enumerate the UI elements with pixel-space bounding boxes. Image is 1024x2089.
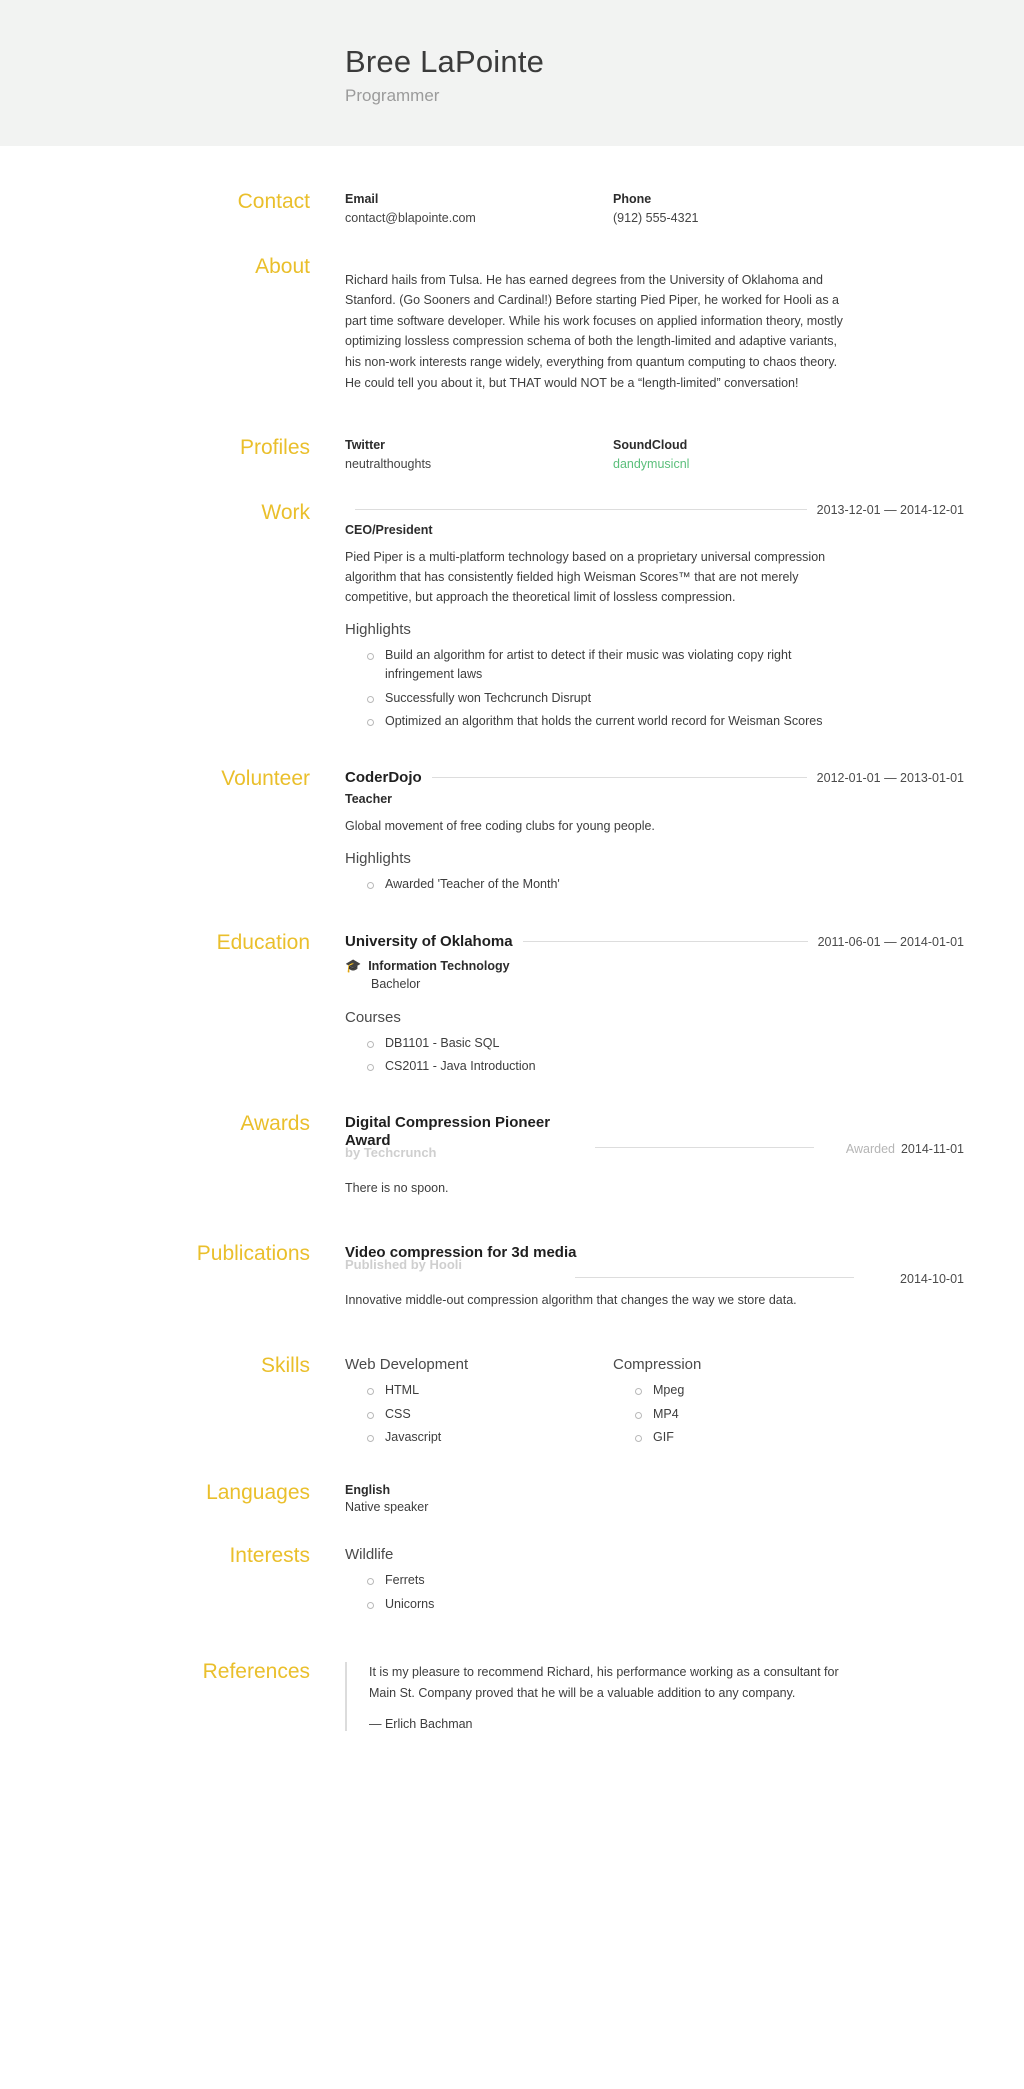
volunteer-body [345, 765, 964, 900]
volunteer-highlights-list [345, 875, 964, 894]
publication-name: Video compression for 3d media [345, 1243, 577, 1261]
section-title-publications: Publications [196, 1241, 310, 1265]
interest-keyword-list [345, 1571, 964, 1614]
section-title-references: References [202, 1660, 310, 1683]
skills-body [345, 1352, 964, 1451]
skill-group-name: Web Development [345, 1356, 469, 1374]
interest-name: Wildlife [345, 1546, 394, 1564]
publications-body [345, 1240, 964, 1324]
list-item: Optimized an algorithm that holds the current world record for Weisman Scores [367, 712, 857, 731]
education-courses-list [345, 1034, 964, 1077]
volunteer-highlights-label: Highlights [345, 850, 411, 868]
resume-header [0, 0, 1024, 146]
list-item: Unicorns [367, 1595, 857, 1614]
education-date: 2011-06-01 — 2014-01-01 [817, 934, 964, 949]
skill-keyword-list [345, 1381, 613, 1447]
publication-summary: Innovative middle-out compression algorithm that changes the way we store data. [345, 1293, 797, 1308]
divider [355, 509, 807, 510]
education-entry [345, 933, 964, 1077]
volunteer-organization: CoderDojo [345, 769, 422, 787]
work-date: 2013-12-01 — 2014-12-01 [816, 502, 964, 517]
publication-date: 2014-10-01 [900, 1271, 964, 1286]
award-date-group [846, 1142, 964, 1156]
reference-text: It is my pleasure to recommend Richard, his performance working as a consultant for Main St. Company proved that he will be a valuable addition to any company. [369, 1665, 839, 1700]
language-item [345, 1483, 964, 1514]
section-title-awards: Awards [240, 1112, 310, 1136]
list-item: Successfully won Techcrunch Disrupt [367, 689, 857, 708]
page-title: Bree LaPointe [345, 44, 545, 79]
section-awards [0, 1110, 1024, 1212]
education-courses-label: Courses [345, 1008, 401, 1026]
language-name: English [345, 1483, 391, 1498]
page-bottom-spacer [0, 1759, 1024, 1829]
work-body [345, 499, 964, 738]
work-entry-head [345, 503, 964, 517]
section-title-volunteer: Volunteer [221, 767, 310, 791]
education-area: Information Technology [368, 958, 510, 973]
section-publications [0, 1240, 1024, 1324]
section-profiles [0, 434, 1024, 471]
profile-network: SoundCloud [613, 437, 688, 452]
education-study-type: Bachelor [371, 976, 421, 991]
profile-username[interactable]: neutralthoughts [345, 456, 432, 471]
work-summary: Pied Piper is a multi-platform technology based on a proprietary universal compression algorithm that has consistently fielded high Weisman Scores™ that are not merely competitive, but approach the theoretical limit of lossless compression. [345, 549, 826, 604]
education-institution: University of Oklahoma [345, 932, 513, 950]
references-body [345, 1658, 964, 1731]
award-awarder: by Techcrunch [345, 1144, 437, 1160]
divider [575, 1277, 854, 1278]
volunteer-position: Teacher [345, 792, 393, 807]
award-entry [345, 1114, 964, 1198]
skill-group [613, 1356, 881, 1451]
volunteer-date: 2012-01-01 — 2013-01-01 [816, 771, 964, 786]
phone-label: Phone [613, 192, 652, 206]
award-title: Digital Compression Pioneer Award [345, 1114, 551, 1149]
profile-username[interactable]: dandymusicnl [613, 456, 690, 471]
languages-body [345, 1479, 964, 1514]
section-title-languages: Languages [206, 1481, 310, 1505]
reference-name: — Erlich Bachman [369, 1717, 473, 1732]
list-item: GIF [635, 1428, 881, 1447]
education-body [345, 929, 964, 1083]
graduation-cap-icon: 🎓 [345, 957, 362, 973]
list-item: Javascript [367, 1428, 613, 1447]
work-entry [345, 503, 964, 732]
profile-network: Twitter [345, 437, 386, 452]
section-education [0, 929, 1024, 1083]
contact-phone [613, 192, 881, 225]
section-about [0, 253, 1024, 406]
list-item: CS2011 - Java Introduction [367, 1057, 857, 1076]
award-awarded-label: Awarded [845, 1142, 895, 1157]
section-languages [0, 1479, 1024, 1514]
list-item: HTML [367, 1381, 613, 1400]
section-title-contact: Contact [237, 190, 310, 213]
header-inner [0, 44, 1024, 106]
list-item: Ferrets [367, 1571, 857, 1590]
reference-item [345, 1662, 845, 1731]
publication-publisher: Published by Hooli [345, 1257, 463, 1273]
about-summary: Richard hails from Tulsa. He has earned degrees from the University of Oklahoma and Stanford. (Go Sooners and Cardinal!) Before starting Pied Piper, he worked for Hooli as a part time software developer. While his work focuses on applied information theory, mostly optimizing lossless compression schema of both the length-limited and adaptive variants, his non-work interests range widely, everything from quantum computing to chaos theory. He could tell you about it, but THAT would NOT be a “length-limited” conversation! [345, 272, 843, 390]
section-title-profiles: Profiles [239, 435, 310, 459]
about-body [345, 253, 964, 406]
interests-body [345, 1542, 964, 1618]
section-interests [0, 1542, 1024, 1618]
contact-body [345, 188, 964, 225]
list-item: CSS [367, 1405, 613, 1424]
divider [523, 941, 808, 942]
work-highlights-list [345, 646, 964, 732]
education-area-line [345, 958, 964, 974]
volunteer-entry-head [345, 769, 964, 786]
education-entry-head [345, 933, 964, 950]
publication-date-group [900, 1272, 964, 1286]
skills-columns [345, 1356, 964, 1451]
list-item: Mpeg [635, 1381, 881, 1400]
award-date: 2014-11-01 [900, 1142, 964, 1157]
work-highlights-label: Highlights [345, 620, 411, 638]
skill-keyword-list [613, 1381, 881, 1447]
section-title-interests: Interests [229, 1544, 310, 1568]
volunteer-summary: Global movement of free coding clubs for young people. [345, 819, 655, 834]
divider [595, 1147, 814, 1148]
section-title-about: About [255, 255, 310, 278]
volunteer-entry [345, 769, 964, 894]
section-title-skills: Skills [260, 1354, 310, 1378]
job-label: Programmer [345, 86, 440, 105]
profiles-columns [345, 438, 964, 471]
section-title-work: Work [261, 500, 310, 524]
profile-item [345, 438, 613, 471]
phone-value[interactable]: (912) 555-4321 [613, 211, 699, 225]
profiles-body [345, 434, 964, 471]
list-item: DB1101 - Basic SQL [367, 1034, 857, 1053]
section-title-education: Education [216, 930, 310, 954]
list-item: MP4 [635, 1405, 881, 1424]
list-item: Awarded 'Teacher of the Month' [367, 875, 857, 894]
interest-item [345, 1546, 964, 1614]
section-volunteer [0, 765, 1024, 900]
section-contact [0, 188, 1024, 225]
contact-email [345, 192, 613, 225]
contact-columns [345, 192, 964, 225]
list-item: Build an algorithm for artist to detect if their music was violating copy right infringement laws [367, 646, 857, 685]
email-label: Email [345, 192, 379, 206]
section-references [0, 1658, 1024, 1731]
publication-entry [345, 1244, 964, 1310]
awards-body [345, 1110, 964, 1212]
skill-group [345, 1356, 613, 1451]
work-position: CEO/President [345, 522, 433, 537]
section-work [0, 499, 1024, 738]
skill-group-name: Compression [613, 1356, 702, 1374]
profile-item [613, 438, 881, 471]
email-value[interactable]: contact@blapointe.com [345, 211, 476, 225]
language-fluency: Native speaker [345, 1500, 429, 1515]
divider [432, 777, 807, 778]
section-skills [0, 1352, 1024, 1451]
award-summary: There is no spoon. [345, 1180, 449, 1195]
